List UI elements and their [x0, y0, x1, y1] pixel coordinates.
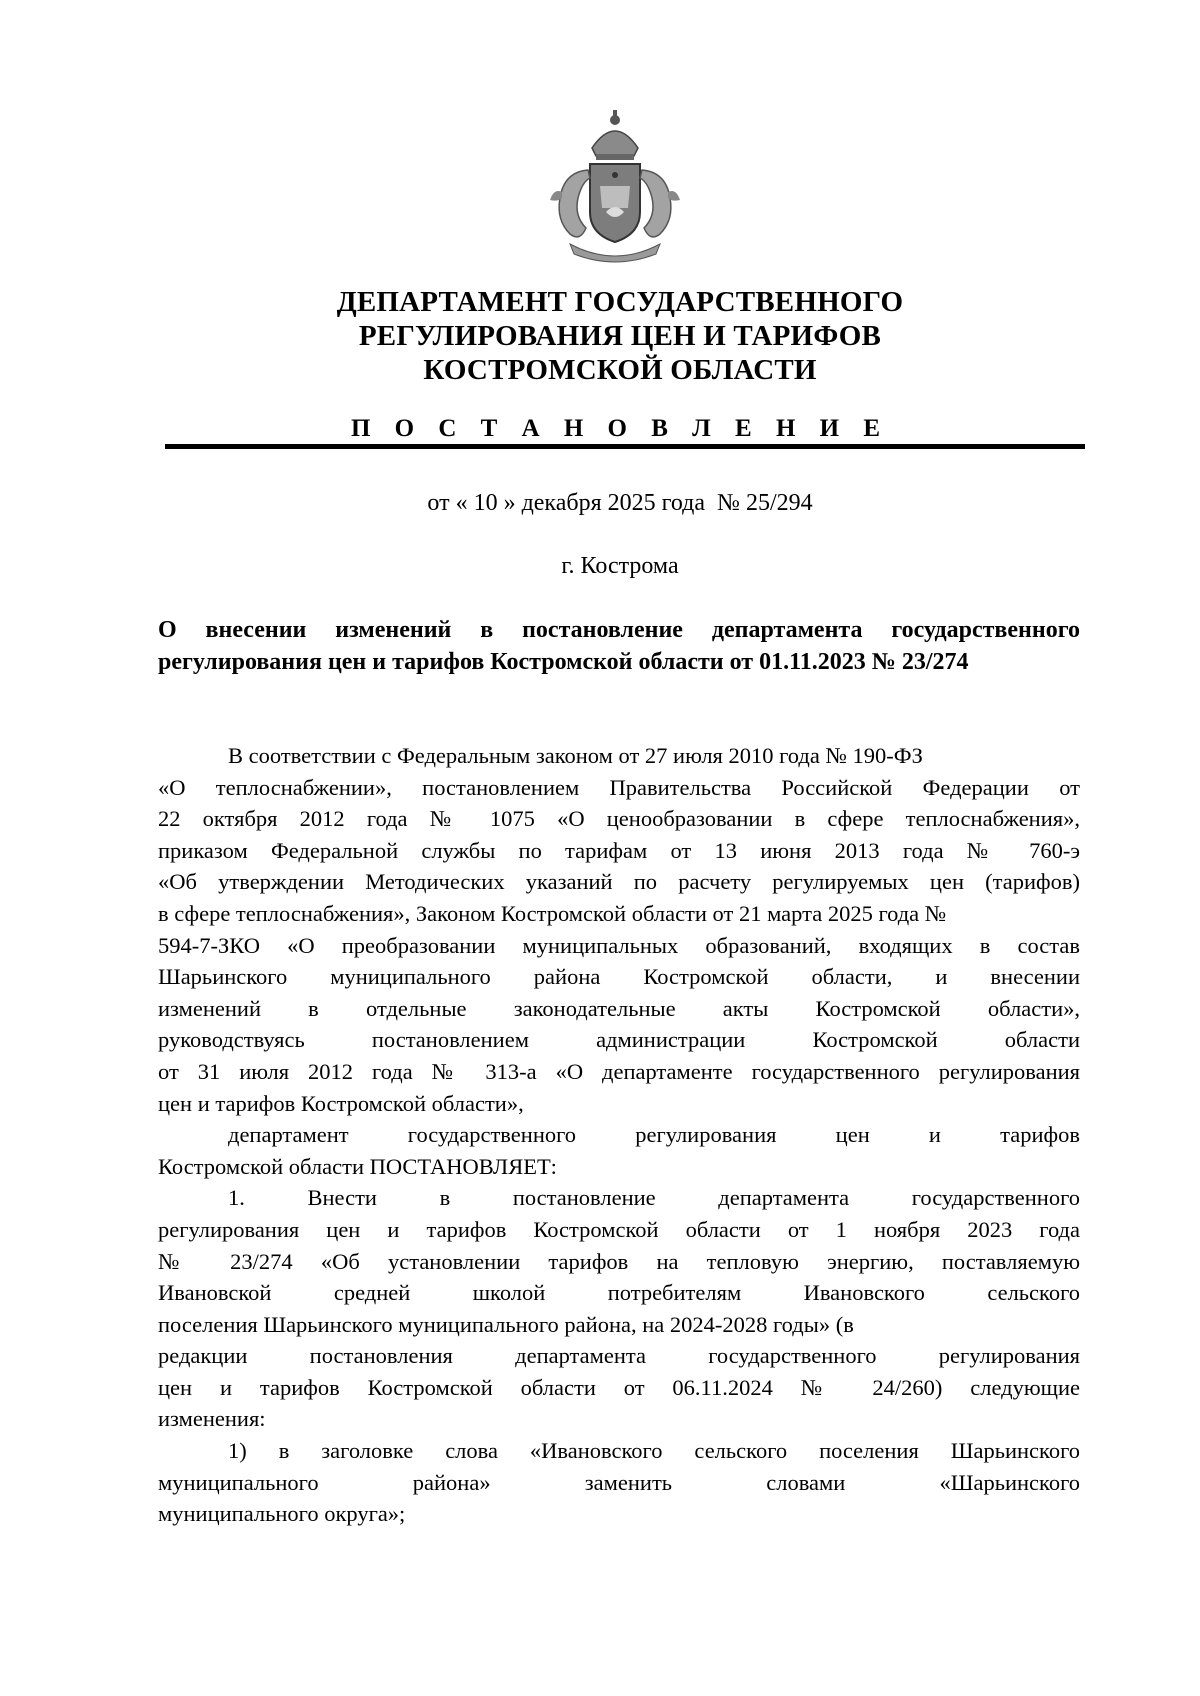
body-line: № 23/274 «Об установлении тарифов на тепловую энергию, поставляемую [158, 1248, 1080, 1274]
header-divider [165, 444, 1085, 449]
body-line: регулирования цен и тарифов Костромской области от 1 ноября 2023 года [158, 1216, 1080, 1242]
body-line: Ивановской средней школой потребителям Ивановского сельского [158, 1280, 1080, 1306]
document-date-number: от « 10 » декабря 2025 года № 25/294 [427, 490, 813, 516]
body-line: цен и тарифов Костромской области от 06.11.2024 № 24/260) следующие [158, 1374, 1080, 1400]
coat-of-arms-icon [540, 108, 690, 270]
body-line: в сфере теплоснабжения», Законом Костромской области от 21 марта 2025 года № [158, 900, 947, 926]
organization-name-line: РЕГУЛИРОВАНИЯ ЦЕН И ТАРИФОВ [358, 320, 882, 352]
body-line: цен и тарифов Костромской области», [158, 1090, 524, 1116]
body-line: 1) в заголовке слова «Ивановского сельского поселения Шарьинского [228, 1438, 1080, 1464]
body-line: Шарьинского муниципального района Костромской области, и внесении [158, 964, 1080, 990]
body-line: «Об утверждении Методических указаний по расчету регулируемых цен (тарифов) [158, 869, 1080, 895]
body-line: 594-7-ЗКО «О преобразовании муниципальных образований, входящих в состав [158, 932, 1080, 958]
organization-name [160, 285, 1080, 387]
body-line: приказом Федеральной службы по тарифам от 13 июня 2013 года № 760-э [158, 837, 1080, 863]
body-line: 22 октября 2012 года № 1075 «О ценообразовании в сфере теплоснабжения», [158, 806, 1080, 832]
body-line: редакции постановления департамента государственного регулирования [158, 1343, 1080, 1369]
organization-name-line: ДЕПАРТАМЕНТ ГОСУДАРСТВЕННОГО [336, 286, 904, 318]
body-line: изменений в отдельные законодательные акты Костромской области», [158, 995, 1080, 1021]
subject-line: регулирования цен и тарифов Костромской области от 01.11.2023 № 23/274 [158, 649, 969, 675]
body-line: поселения Шарьинского муниципального района, на 2024-2028 годы» (в [158, 1311, 854, 1337]
document-body [158, 740, 1080, 1530]
document-city: г. Кострома [561, 553, 679, 579]
body-line: В соответствии с Федеральным законом от 27 июля 2010 года № 190-ФЗ [228, 743, 923, 768]
body-line: 1. Внести в постановление департамента государственного [228, 1185, 1080, 1211]
body-line: руководствуясь постановлением администрации Костромской области [158, 1027, 1080, 1053]
organization-name-line: КОСТРОМСКОЙ ОБЛАСТИ [423, 354, 817, 386]
body-line: от 31 июля 2012 года № 313-а «О департаменте государственного регулирования [158, 1058, 1080, 1084]
body-line: Костромской области ПОСТАНОВЛЯЕТ: [158, 1153, 557, 1179]
body-line: изменения: [158, 1406, 266, 1432]
body-line: департамент государственного регулирования цен и тарифов [228, 1122, 1080, 1148]
body-line: муниципального района» заменить словами «Шарьинского [158, 1469, 1080, 1495]
body-line: «О теплоснабжении», постановлением Правительства Российской Федерации от [158, 774, 1080, 800]
document-subject [158, 614, 1080, 678]
subject-line: О внесении изменений в постановление департамента государственного [158, 617, 1080, 643]
body-line: муниципального округа»; [158, 1501, 406, 1527]
document-type-title: П О С Т А Н О В Л Е Н И Е [350, 415, 890, 442]
